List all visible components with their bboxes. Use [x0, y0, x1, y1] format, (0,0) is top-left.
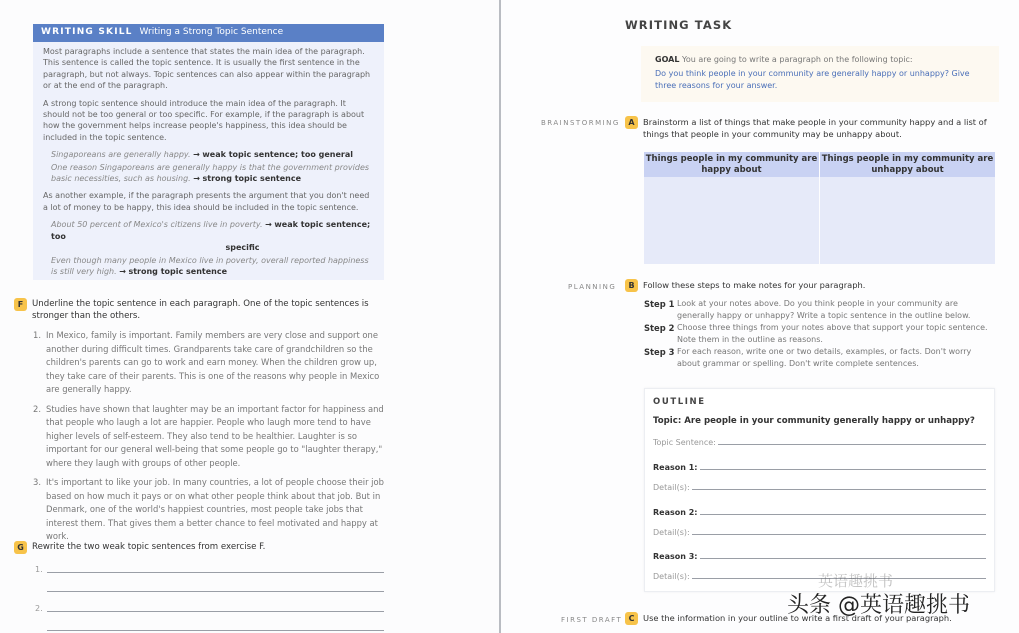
exercise-f-list — [33, 329, 388, 550]
right-page — [501, 0, 1019, 633]
writing-skill-box — [33, 24, 384, 280]
detail-1-field[interactable]: Detail(s): — [653, 480, 986, 492]
first-draft-instruction: C Use the information in your outline to write a first draft of your paragraph. — [625, 612, 1005, 625]
example-verdict: weak topic sentence; too — [51, 220, 371, 241]
watermark: 头条 @英语趣挑书 — [787, 593, 970, 618]
reason-1-field[interactable]: Reason 1: — [653, 460, 986, 472]
happy-column[interactable] — [644, 152, 819, 264]
topic-sentence-field[interactable]: Topic Sentence: — [653, 435, 986, 447]
example-verdict: strong topic sentence — [202, 174, 302, 184]
writing-skill-title: Writing a Strong Topic Sentence — [139, 27, 284, 37]
left-page — [0, 0, 500, 633]
outline-box — [644, 388, 995, 592]
example-verdict: strong topic sentence — [128, 266, 227, 276]
brainstorming-instruction: A Brainstorm a list of things that make people in your community happy and a list of things that people in your community may be unhappy about. — [625, 116, 995, 140]
example-sentence: Even though many people in Mexico live in poverty, overall reported happiness is still very high. → strong topic sentence — [51, 255, 369, 276]
exercise-f-instruction: F Underline the topic sentence in each paragraph. One of the topic sentences is stronger than the others. — [14, 298, 384, 322]
brainstorm-table — [644, 152, 995, 264]
answer-number: 1. — [35, 565, 43, 574]
arrow-icon: → — [119, 266, 126, 276]
example-sentence: Singaporeans are generally happy. → weak topic sentence; too general — [51, 150, 353, 160]
column-header: Things people in my community are happy about — [645, 154, 818, 175]
exercise-letter-badge: G — [14, 541, 27, 554]
section-label-first-draft: FIRST DRAFT — [561, 616, 623, 624]
reason-3-field[interactable]: Reason 3: — [653, 549, 986, 561]
step-item: Step 2 Choose three things from your notes above that support your topic sentence. Note them in the outline as reasons. — [644, 323, 988, 344]
reason-2-field[interactable]: Reason 2: — [653, 505, 986, 517]
exercise-g-instruction: G Rewrite the two weak topic sentences from exercise F. — [14, 541, 384, 554]
exercise-letter-badge: C — [625, 612, 638, 625]
skill-paragraph: As another example, if the paragraph presents the argument that you don't need a lot of money to be happy, this idea should be included in the topic sentence. — [43, 191, 370, 212]
answer-number: 2. — [35, 604, 43, 613]
unhappy-column[interactable] — [820, 152, 995, 264]
planning-instruction: B Follow these steps to make notes for your paragraph. — [625, 279, 995, 292]
detail-2-field[interactable]: Detail(s): — [653, 525, 986, 537]
section-label-planning: PLANNING — [568, 283, 617, 291]
example-verdict-cont: specific — [225, 243, 260, 253]
example-sentence: About 50 percent of Mexico's citizens live in poverty. → weak topic sentence; too specific — [43, 219, 374, 253]
example-sentence: One reason Singaporeans are generally happy is that the government provides basic necessities, such as housing. → strong topic sentence — [51, 162, 370, 184]
example-verdict: weak topic sentence; too general — [202, 150, 353, 160]
arrow-icon: → — [265, 220, 272, 230]
paragraph-item[interactable]: 3. It's important to like your job. In many countries, a lot of people choose their job based on how much it pays or on what other people think about that job. But in Denmark, one of the world's happiest countries, most people take jobs that interest them. That gives them a better chance to feel motivated and happy at work. — [33, 477, 384, 541]
outline-topic: Topic: Are people in your community generally happy or unhappy? — [653, 416, 975, 426]
answer-line[interactable] — [47, 591, 384, 592]
exercise-letter-badge: F — [14, 298, 27, 311]
writing-task-title: WRITING TASK — [625, 18, 733, 32]
outline-title: OUTLINE — [653, 397, 706, 407]
planning-steps — [644, 298, 994, 370]
goal-question: Do you think people in your community are generally happy or unhappy? Give three reasons for your answer. — [655, 69, 970, 90]
column-header: Things people in my community are unhappy about — [821, 154, 994, 175]
step-item: Step 1 Look at your notes above. Do you think people in your community are generally happy or unhappy? Write a topic sentence in the outline below. — [644, 299, 971, 320]
skill-paragraph: A strong topic sentence should introduce the main idea of the paragraph. It should not be too general or too specific. For example, if the paragraph is about how the government helps increase people's happiness, this idea should be included in the topic sentence. — [43, 98, 365, 142]
goal-label: GOAL — [655, 55, 680, 64]
step-item: Step 3 For each reason, write one or two details, examples, or facts. Don't worry about grammar or spelling. Don't write complete sentences. — [644, 347, 972, 368]
detail-3-field[interactable]: Detail(s): — [653, 569, 986, 581]
answer-line[interactable] — [47, 611, 384, 612]
paragraph-item[interactable]: 2. Studies have shown that laughter may be an important factor for happiness and that people who laugh a lot are happier. People who laugh more tend to have higher levels of self-esteem. They also tend to be healthier. Laughter is so important for our general well-being that some people go to "laughter therapy," where they laugh with groups of other people. — [33, 403, 384, 468]
writing-skill-kicker: WRITING SKILL — [41, 27, 133, 37]
skill-paragraph: Most paragraphs include a sentence that states the main idea of the paragraph. This sentence is called the topic sentence. It is usually the first sentence in the paragraph, but not always. Topic sentences can also appear within the paragraph or at the end of the paragraph. — [43, 47, 371, 91]
section-label-brainstorming: BRAINSTORMING — [541, 119, 620, 127]
exercise-letter-badge: A — [625, 116, 638, 129]
arrow-icon: → — [193, 174, 200, 184]
paragraph-item[interactable]: 1. In Mexico, family is important. Family members are very close and support one another during difficult times. Grandparents take care of grandchildren so the children's parents can go to work and earn money. When the children grow up, they take care of their parents. This is one of the reasons why people in Mexico are generally happy. — [33, 330, 380, 394]
goal-box: GOAL You are going to write a paragraph on the following topic: Do you think people in your community are generally happy or unhappy? Give three reasons for your answer. — [641, 46, 999, 102]
writing-skill-header — [33, 24, 384, 42]
watermark-ghost: 英语趣挑书 — [818, 572, 894, 590]
answer-line[interactable] — [47, 630, 384, 631]
answer-line[interactable] — [47, 572, 384, 573]
exercise-letter-badge: B — [625, 279, 638, 292]
arrow-icon: → — [193, 150, 200, 160]
